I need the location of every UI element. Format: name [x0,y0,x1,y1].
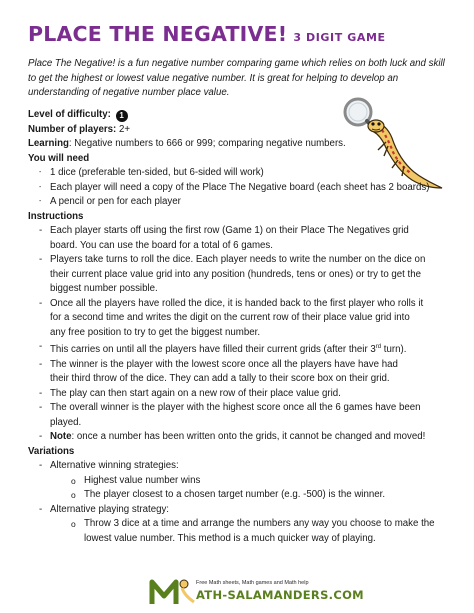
list-item: - Each player will need a copy of the Place The Negative board (each sheet has 2 boards) [28,181,454,196]
variation-item: - Alternative winning strategies: [28,459,454,474]
intro-paragraph: Place The Negative! is a fun negative number comparing game which relies on both luck and skill to get the highest or lowest value negative number. It is great for helping to develop an understanding of negative number place value. [28,58,445,98]
difficulty-badge: 1 [116,110,128,122]
game-details [28,108,454,546]
page-subtitle: 3 DIGIT GAME [293,31,386,44]
instruction-step: - The winner is the player with the lowest score once all the players have have had their third throw of the dice. They can add a tally to their score box on their grid. [28,358,454,387]
learning-line: Learning: Negative numbers to 666 or 999; comparing negative numbers. [28,138,346,149]
you-will-need-heading: You will need [28,152,90,164]
footer-tagline: Free Math sheets, Math games and Math help [196,580,309,586]
variation-subitem: o Highest value number wins [28,474,454,489]
list-item: - A pencil or pen for each player [28,195,454,210]
list-item: - 1 dice (preferable ten-sided, but 6-sided will work) [28,166,454,181]
variation-item: - Alternative playing strategy: [28,503,454,518]
instruction-step: - Once all the players have rolled the dice, it is handed back to the first player who rolls it for a second time and writes the digit on the current row of their place value grid into any free position to try to get the biggest number. [28,297,454,341]
instruction-step: - The overall winner is the player with the highest score once all the 6 games have been played. [28,401,454,430]
variation-subitem: o Throw 3 dice at a time and arrange the numbers any way you choose to make the lowest value number. This method is a much quicker way of playing. [28,517,454,546]
variations-heading: Variations [28,445,75,457]
variation-subitem: o The player closest to a chosen target number (e.g. -500) is the winner. [28,488,454,503]
math-salamanders-logo-icon [148,576,196,606]
difficulty-line: Level of difficulty: 1 [28,108,454,123]
instructions-heading: Instructions [28,210,84,222]
instruction-step: - Each player starts off using the first row (Game 1) on their Place The Negatives grid board. You can use the board for a total of 6 games. [28,224,454,253]
players-line: Number of players: 2+ [28,123,131,135]
instruction-step: - Players take turns to roll the dice. Each player needs to write the number on the dice on their current place value grid into any position (hundreds, tens or ones) or try to get the biggest number possible. [28,253,454,297]
instruction-step: - The play can then start again on a new row of their place value grid. [28,387,454,402]
instruction-step: - This carries on until all the players have filled their current grids (after their 3rd turn). [28,340,454,358]
page-title: PLACE THE NEGATIVE! 3 DIGIT GAME [28,22,386,46]
instruction-note: - Note: once a number has been written onto the grids, it cannot be changed and moved! [28,430,454,445]
footer-brand[interactable]: ATH-SALAMANDERS.COM [196,588,364,602]
